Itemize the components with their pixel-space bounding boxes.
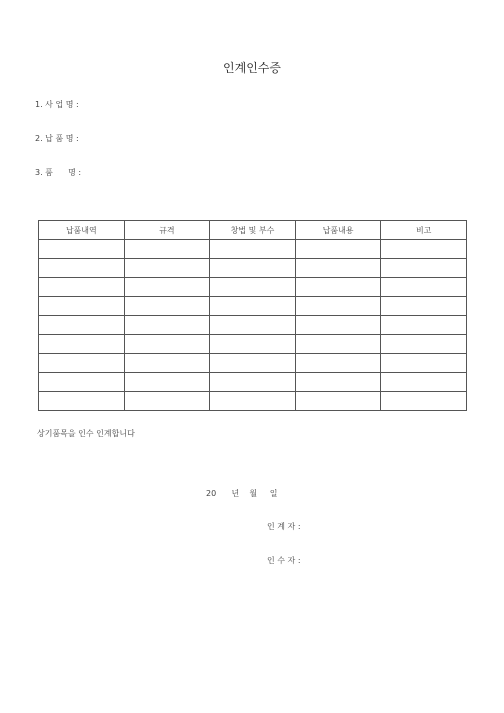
table-cell <box>124 297 210 316</box>
table-row <box>39 373 467 392</box>
table-cell <box>295 278 381 297</box>
table-cell <box>39 354 125 373</box>
table-cell <box>210 259 296 278</box>
date-line: 20 년 월 일 <box>206 489 278 498</box>
table-cell <box>381 259 467 278</box>
table-cell <box>381 297 467 316</box>
table-cell <box>295 240 381 259</box>
table-cell <box>295 373 381 392</box>
table-cell <box>39 259 125 278</box>
table-cell <box>39 297 125 316</box>
table-cell <box>39 335 125 354</box>
table-cell <box>381 240 467 259</box>
field-delivery-name: 2. 납 품 명 : <box>35 134 79 143</box>
column-header-delivery-details: 납품내역 <box>39 221 125 240</box>
table-cell <box>295 259 381 278</box>
table-cell <box>295 316 381 335</box>
table-cell <box>39 392 125 411</box>
table-cell <box>381 335 467 354</box>
document-title: 인계인수증 <box>223 61 281 75</box>
table-row <box>39 259 467 278</box>
table-cell <box>210 240 296 259</box>
table-row <box>39 316 467 335</box>
field-item-name: 3. 품 명 : <box>35 168 82 177</box>
table-row <box>39 297 467 316</box>
column-header-delivery-content: 납품내용 <box>295 221 381 240</box>
table-row <box>39 240 467 259</box>
table-cell <box>39 278 125 297</box>
table-cell <box>295 392 381 411</box>
table-cell <box>381 354 467 373</box>
table-cell <box>124 373 210 392</box>
table-cell <box>210 297 296 316</box>
handover-statement: 상기품목을 인수 인계합니다 <box>37 429 135 438</box>
field-business-name: 1. 사 업 명 : <box>35 100 79 109</box>
table-header-row <box>39 221 467 240</box>
table-cell <box>381 373 467 392</box>
table-cell <box>124 278 210 297</box>
table-cell <box>295 335 381 354</box>
table-cell <box>295 354 381 373</box>
signature-handing-over: 인 계 자 : <box>267 522 301 531</box>
signature-receiving: 인 수 자 : <box>267 556 301 565</box>
table-cell <box>210 278 296 297</box>
table-cell <box>210 335 296 354</box>
column-header-method-and-copies: 창법 및 부수 <box>210 221 296 240</box>
table-cell <box>124 259 210 278</box>
column-header-remarks: 비고 <box>381 221 467 240</box>
handover-table <box>38 220 467 411</box>
table-cell <box>295 297 381 316</box>
table-cell <box>124 316 210 335</box>
table-cell <box>381 392 467 411</box>
table-cell <box>210 392 296 411</box>
table-cell <box>124 335 210 354</box>
table-cell <box>210 373 296 392</box>
table-row <box>39 335 467 354</box>
table-cell <box>39 316 125 335</box>
table-row <box>39 278 467 297</box>
table-row <box>39 392 467 411</box>
table-cell <box>124 240 210 259</box>
table-cell <box>39 373 125 392</box>
table-cell <box>124 354 210 373</box>
table-cell <box>210 316 296 335</box>
table-cell <box>381 316 467 335</box>
table-cell <box>381 278 467 297</box>
table-cell <box>39 240 125 259</box>
table-cell <box>210 354 296 373</box>
table-cell <box>124 392 210 411</box>
table-row <box>39 354 467 373</box>
column-header-specification: 규격 <box>124 221 210 240</box>
